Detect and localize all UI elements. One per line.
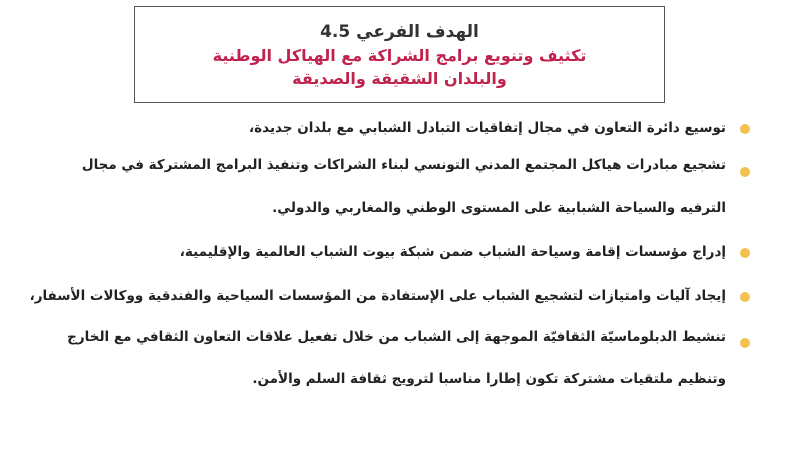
- objective-header-box: [134, 6, 665, 103]
- bullet-dot-icon: [740, 292, 750, 302]
- bullet-dot-icon: [740, 167, 750, 177]
- list-item-text-continuation: وتنظيم ملتقيات مشتركة تكون إطارا مناسبا لترويج ثقافة السلم والأمن.: [252, 371, 726, 387]
- list-item-text-continuation: الترفيه والسياحة الشبابية على المستوى الوطني والمغاربي والدولي.: [272, 200, 726, 216]
- list-item: [92, 115, 752, 157]
- list-item: [67, 329, 752, 392]
- list-item: [29, 283, 752, 309]
- list-item-text: تشجيع مبادرات هياكل المجتمع المدني التونسي لبناء الشراكات وتنفيذ البرامج المشتركة في مجال: [81, 157, 726, 173]
- bullet-dot-icon: [740, 248, 750, 258]
- list-item: [81, 157, 752, 221]
- bullet-list: [29, 115, 752, 392]
- objective-subtitle-line-1: تكثيف وتنويع برامج الشراكة مع الهياكل الوطنية: [212, 46, 587, 65]
- list-item: [92, 239, 752, 265]
- list-item-text: إيجاد آليات وامتيازات لتشجيع الشباب على الإستفادة من المؤسسات السياحية والفندقية ووكالات الأسفار،: [29, 288, 726, 304]
- bullet-dot-icon: [740, 124, 750, 134]
- objective-title: الهدف الفرعي 4.5: [320, 22, 479, 42]
- list-item-text: إدراج مؤسسات إقامة وسياحة الشباب ضمن شبكة بيوت الشباب العالمية والإقليمية،: [179, 244, 726, 260]
- bullet-dot-icon: [740, 338, 750, 348]
- objective-subtitle-line-2: والبلدان الشقيقة والصديقة: [292, 69, 507, 88]
- list-item-text: توسيع دائرة التعاون في مجال إتفاقيات التبادل الشبابي مع بلدان جديدة،: [249, 120, 726, 136]
- list-item-text: تنشيط الدبلوماسيّة الثقافيّة الموجهة إلى الشباب من خلال تفعيل علاقات التعاون الثقافي مع الخارج: [67, 329, 726, 345]
